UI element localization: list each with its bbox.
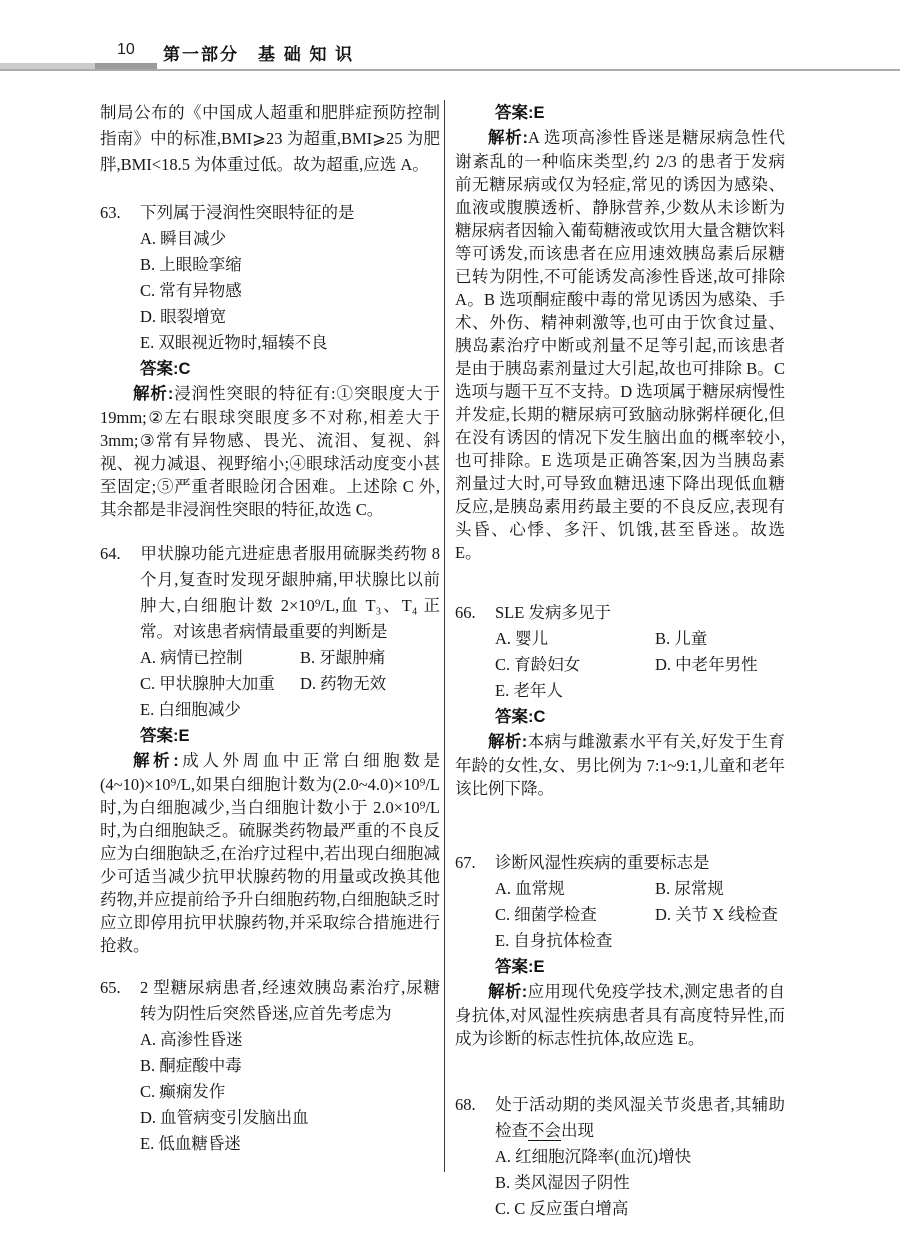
question-stem [455, 600, 785, 626]
option: A. 瞬目减少 [140, 229, 227, 248]
answer-line [100, 356, 440, 382]
column-divider [444, 100, 445, 1172]
option: E. 老年人 [495, 681, 563, 700]
analysis-label: 解析: [488, 129, 529, 147]
question-stem-text: 甲状腺功能亢进症患者服用硫脲类药物 8 个月,复查时发现牙龈肿痛,甲状腺比以前肿大,白细胞计数 2×10⁹/L,血 T₃、T₄ 正常。对该患者病情最重要的判断是 [140, 544, 440, 641]
right-column [455, 100, 785, 1222]
question-number: 66. [455, 603, 476, 622]
answer-line [100, 723, 440, 749]
question-stem [455, 850, 785, 876]
option: A. 血常规 [495, 879, 565, 898]
option: C. 细菌学检查 [495, 905, 597, 924]
question-stem-text: 2 型糖尿病患者,经速效胰岛素治疗,尿糖转为阴性后突然昏迷,应首先考虑为 [140, 978, 440, 1023]
analysis-text: 应用现代免疫学技术,测定患者的自身抗体,对风湿性疾病患者具有高度特异性,而成为诊断的标志性抗体,故应选 E。 [455, 982, 786, 1048]
option: E. 低血糖昏迷 [140, 1134, 241, 1153]
option: C. C 反应蛋白增高 [495, 1199, 629, 1218]
analysis-paragraph [455, 980, 785, 1050]
option: A. 高渗性昏迷 [140, 1030, 243, 1049]
option: C. 常有异物感 [140, 281, 242, 300]
analysis-text: A 选项高渗性昏迷是糖尿病急性代谢紊乱的一种临床类型,约 2/3 的患者于发病前无糖尿病或仅为轻症,常见的诱因为感染、血液或腹膜透析、静脉营养,少数从未诊断为糖尿病者因输入葡萄糖液或饮用大量含糖饮料等可诱发,而该患者在应用速效胰岛素后尿糖已转为阴性,不可能诱发高渗性昏迷,故可排除 A。B 选项酮症酸中毒的常见诱因为感染、手术、外伤、精神刺激等,也可由于饮食过量、胰岛素治疗中断或剂量不足等引起,而该患者是由于胰岛素剂量过大引起,故也可排除 B。C 选项与题干互不支持。D 选项属于糖尿病慢性并发症,长期的糖尿病可致脑动脉粥样硬化,但在没有诱因的情况下发生脑出血的概率较小,也可排除。E 选项是正确答案,因为当胰岛素剂量过大时,可导致血糖迅速下降出现低血糖反应,是胰岛素用药最主要的不良反应,表现有头昏、心悸、多汗、饥饿,甚至昏迷。故选 E。 [455, 128, 785, 562]
question-stem-text-pre: 处于活动期的类风湿关节炎患者,其辅助检查 [495, 1095, 785, 1140]
answer-line [455, 100, 785, 126]
answer-value: E [178, 727, 190, 745]
question-stem-text: 诊断风湿性疾病的重要标志是 [495, 853, 710, 872]
options-list [100, 226, 440, 356]
option: C. 癫痫发作 [140, 1082, 226, 1101]
option: B. 尿常规 [655, 879, 724, 898]
question-number: 63. [100, 203, 121, 222]
answer-label: 答案: [495, 104, 534, 122]
question-stem-text-post: 出现 [561, 1121, 594, 1140]
options-list [455, 1144, 785, 1222]
option: D. 眼裂增宽 [140, 307, 227, 326]
option: B. 上眼睑挛缩 [140, 255, 242, 274]
answer-value: E [533, 104, 545, 122]
question-number: 65. [100, 978, 121, 997]
question-65 [100, 975, 440, 1157]
option: D. 中老年男性 [655, 655, 758, 674]
analysis-label: 解析: [488, 733, 528, 751]
answer-label: 答案: [495, 708, 534, 726]
option: B. 牙龈肿痛 [300, 648, 386, 667]
page-number: 10 [117, 41, 135, 58]
analysis-label: 解析: [488, 983, 528, 1001]
option: A. 婴儿 [495, 629, 549, 648]
answer-line [455, 954, 785, 980]
question-63 [100, 200, 440, 521]
question-68 [455, 1092, 785, 1222]
question-number: 64. [100, 544, 121, 563]
option: E. 双眼视近物时,辐辏不良 [140, 333, 328, 352]
option: A. 病情已控制 [140, 648, 243, 667]
question-67 [455, 850, 785, 1050]
section-title: 第一部分 基 础 知 识 [163, 45, 355, 64]
analysis-label: 解析: [133, 752, 179, 770]
question-stem [100, 975, 440, 1027]
option: D. 药物无效 [300, 674, 387, 693]
question-stem-text: 下列属于浸润性突眼特征的是 [140, 203, 355, 222]
question-65-answer-block [455, 100, 785, 564]
answer-value: E [533, 958, 545, 976]
answer-label: 答案: [140, 727, 179, 745]
option: B. 酮症酸中毒 [140, 1056, 242, 1075]
option: B. 类风湿因子阴性 [495, 1173, 630, 1192]
analysis-text: 成人外周血中正常白细胞数是(4~10)×10⁹/L,如果白细胞计数为(2.0~4.0)×10⁹/L 时,为白细胞减少,当白细胞计数小于 2.0×10⁹/L 时,为白细胞缺乏。硫脲类药物最严重的不良反应为白细胞缺乏,在治疗过程中,若出现白细胞减少可适当减少抗甲状腺药物的用量或改换其他药物,并应提前给予升白细胞药物,白细胞缺乏时应立即停用抗甲状腺药物,并采取综合措施进行抢救。 [100, 751, 441, 955]
question-66 [455, 600, 785, 800]
answer-value: C [178, 360, 191, 378]
left-column [100, 100, 440, 1157]
answer-label: 答案: [495, 958, 534, 976]
option: E. 自身抗体检查 [495, 931, 613, 950]
question-number: 67. [455, 853, 476, 872]
option: C. 甲状腺肿大加重 [140, 674, 275, 693]
carryover-paragraph: 制局公布的《中国成人超重和肥胖症预防控制指南》中的标准,BMI⩾23 为超重,BMI⩾25 为肥胖,BMI<18.5 为体重过低。故为超重,应选 A。 [100, 103, 440, 174]
analysis-paragraph [100, 749, 440, 957]
underlined-term: 不会 [528, 1121, 561, 1140]
question-stem [455, 1092, 785, 1144]
analysis-label: 解析: [133, 385, 174, 403]
answer-label: 答案: [140, 360, 179, 378]
question-stem-text: SLE 发病多见于 [495, 603, 611, 622]
option: A. 红细胞沉降率(血沉)增快 [495, 1147, 692, 1166]
analysis-paragraph [455, 126, 785, 564]
option: D. 关节 X 线检查 [655, 905, 778, 924]
analysis-text: 浸润性突眼的特征有:①突眼度大于 19mm;②左右眼球突眼度多不对称,相差大于 3mm;③常有异物感、畏光、流泪、复视、斜视、视力减退、视野缩小;④眼球活动度变小甚至固定;⑤严重者眼睑闭合困难。上述除 C 外,其余都是非浸润性突眼的特征,故选 C。 [100, 384, 440, 519]
header-rule-line [0, 69, 900, 71]
option: E. 白细胞减少 [140, 700, 241, 719]
analysis-paragraph [455, 730, 785, 800]
analysis-text: 本病与雌激素水平有关,好发于生育年龄的女性,女、男比例为 7:1~9:1,儿童和老年该比例下降。 [455, 732, 786, 798]
question-stem [100, 200, 440, 226]
options-list [455, 876, 785, 954]
question-64 [100, 541, 440, 957]
question-number: 68. [455, 1095, 476, 1114]
option: C. 育龄妇女 [495, 655, 581, 674]
options-list [455, 626, 785, 704]
options-list [100, 1027, 440, 1157]
analysis-paragraph [100, 382, 440, 521]
question-stem [100, 541, 440, 645]
options-list [100, 645, 440, 723]
option: D. 血管病变引发脑出血 [140, 1108, 309, 1127]
answer-line [455, 704, 785, 730]
option: B. 儿童 [655, 629, 708, 648]
answer-value: C [533, 708, 546, 726]
